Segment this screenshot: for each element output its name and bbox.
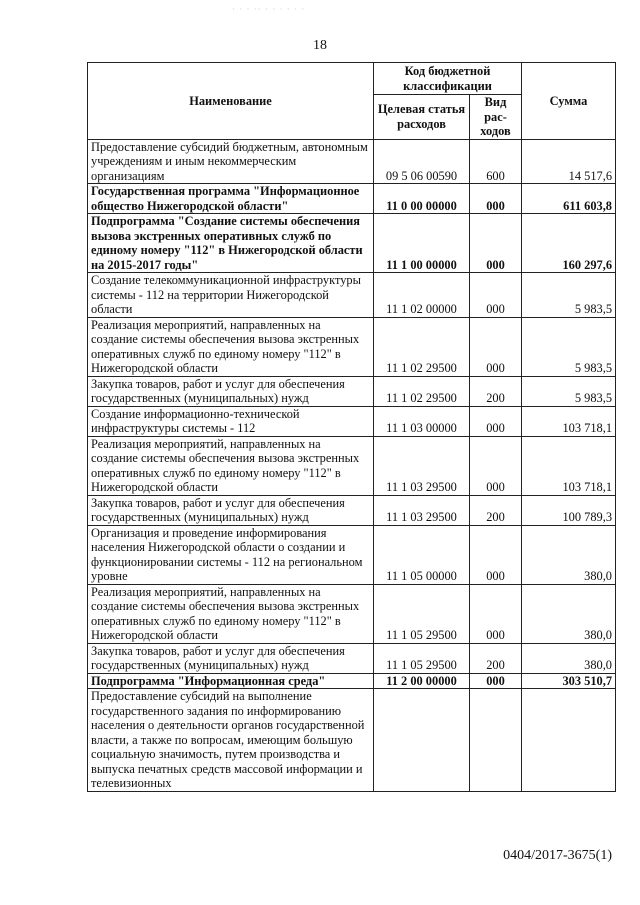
- row-sum-cell: 303 510,7: [522, 673, 616, 689]
- row-name-cell: Создание телекоммуникационной инфраструктуры системы - 112 на территории Нижегородской области: [88, 273, 374, 318]
- row-name-cell: Реализация мероприятий, направленных на создание системы обеспечения вызова экстренных оперативных служб по единому номеру "112" в Нижегородской области: [88, 436, 374, 495]
- table-row: [88, 317, 616, 376]
- table-row: [88, 673, 616, 689]
- row-code-cell: 11 1 03 29500: [374, 495, 470, 525]
- row-sum-cell: 380,0: [522, 584, 616, 643]
- row-name-cell: Закупка товаров, работ и услуг для обеспечения государственных (муниципальных) нужд: [88, 376, 374, 406]
- row-code-cell: 11 2 00 00000: [374, 673, 470, 689]
- row-name-cell: Подпрограмма "Создание системы обеспечения вызова экстренных оперативных служб по единому номеру "112" в Нижегородской области на 2015-2017 годы": [88, 214, 374, 273]
- header-target: Целевая статья расходов: [374, 95, 470, 140]
- row-sum-cell: 103 718,1: [522, 436, 616, 495]
- row-name-cell: Предоставление субсидий бюджетным, автономным учреждениям и иным некоммерческим организациям: [88, 139, 374, 184]
- table-row: [88, 273, 616, 318]
- row-code-cell: [374, 689, 470, 792]
- row-sum-cell: [522, 689, 616, 792]
- row-sum-cell: 160 297,6: [522, 214, 616, 273]
- row-name-cell: Реализация мероприятий, направленных на создание системы обеспечения вызова экстренных оперативных служб по единому номеру "112" в Нижегородской области: [88, 317, 374, 376]
- row-type-cell: 600: [470, 139, 522, 184]
- table-row: [88, 584, 616, 643]
- row-sum-cell: 380,0: [522, 643, 616, 673]
- row-name-cell: Предоставление субсидий на выполнение государственного задания по информированию населения о деятельности органов государственной власти, а также по вопросам, имеющим большую социальную значимость, путем производства и выпуска печатных средств массовой информации и телевизионных: [88, 689, 374, 792]
- row-code-cell: 09 5 06 00590: [374, 139, 470, 184]
- row-name-cell: Подпрограмма "Информационная среда": [88, 673, 374, 689]
- row-type-cell: 200: [470, 643, 522, 673]
- header-kbk: Код бюджетной классификации: [374, 63, 522, 95]
- table-row: [88, 643, 616, 673]
- table-row: [88, 525, 616, 584]
- row-type-cell: 000: [470, 584, 522, 643]
- table-row: [88, 376, 616, 406]
- row-sum-cell: 5 983,5: [522, 273, 616, 318]
- row-code-cell: 11 1 00 00000: [374, 214, 470, 273]
- budget-table: [87, 62, 616, 792]
- row-sum-cell: 380,0: [522, 525, 616, 584]
- row-type-cell: 000: [470, 436, 522, 495]
- row-name-cell: Государственная программа "Информационное общество Нижегородской области": [88, 184, 374, 214]
- row-sum-cell: 103 718,1: [522, 406, 616, 436]
- row-code-cell: 11 1 03 00000: [374, 406, 470, 436]
- row-code-cell: 11 1 05 29500: [374, 584, 470, 643]
- row-type-cell: [470, 689, 522, 792]
- table-body: [88, 139, 616, 791]
- row-type-cell: 000: [470, 317, 522, 376]
- row-type-cell: 000: [470, 525, 522, 584]
- row-name-cell: Организация и проведение информирования населения Нижегородской области о создании и функционировании системы - 112 на региональном уровне: [88, 525, 374, 584]
- row-code-cell: 11 1 03 29500: [374, 436, 470, 495]
- table-row: [88, 689, 616, 792]
- row-code-cell: 11 1 02 00000: [374, 273, 470, 318]
- row-name-cell: Создание информационно-технической инфраструктуры системы - 112: [88, 406, 374, 436]
- row-code-cell: 11 1 02 29500: [374, 376, 470, 406]
- table-header: [88, 63, 616, 140]
- table-row: [88, 184, 616, 214]
- table-row: [88, 406, 616, 436]
- row-type-cell: 000: [470, 273, 522, 318]
- row-sum-cell: 611 603,8: [522, 184, 616, 214]
- row-type-cell: 000: [470, 184, 522, 214]
- row-name-cell: Закупка товаров, работ и услуг для обеспечения государственных (муниципальных) нужд: [88, 643, 374, 673]
- table-row: [88, 214, 616, 273]
- document-id: 0404/2017-3675(1): [503, 848, 612, 863]
- row-type-cell: 200: [470, 376, 522, 406]
- row-sum-cell: 5 983,5: [522, 376, 616, 406]
- row-type-cell: 200: [470, 495, 522, 525]
- page-number: 18: [313, 38, 327, 53]
- header-name: Наименование: [88, 63, 374, 140]
- table-row: [88, 139, 616, 184]
- table-row: [88, 436, 616, 495]
- row-sum-cell: 100 789,3: [522, 495, 616, 525]
- row-name-cell: Закупка товаров, работ и услуг для обеспечения государственных (муниципальных) нужд: [88, 495, 374, 525]
- row-type-cell: 000: [470, 214, 522, 273]
- row-sum-cell: 14 517,6: [522, 139, 616, 184]
- row-sum-cell: 5 983,5: [522, 317, 616, 376]
- row-code-cell: 11 0 00 00000: [374, 184, 470, 214]
- header-sum: Сумма: [522, 63, 616, 140]
- row-type-cell: 000: [470, 673, 522, 689]
- table-row: [88, 495, 616, 525]
- row-code-cell: 11 1 05 29500: [374, 643, 470, 673]
- header-type: Вид рас-ходов: [470, 95, 522, 140]
- row-name-cell: Реализация мероприятий, направленных на создание системы обеспечения вызова экстренных оперативных служб по единому номеру "112" в Нижегородской области: [88, 584, 374, 643]
- scan-artifact: · · · ·· · · · · · ·: [232, 4, 306, 14]
- row-type-cell: 000: [470, 406, 522, 436]
- row-code-cell: 11 1 05 00000: [374, 525, 470, 584]
- row-code-cell: 11 1 02 29500: [374, 317, 470, 376]
